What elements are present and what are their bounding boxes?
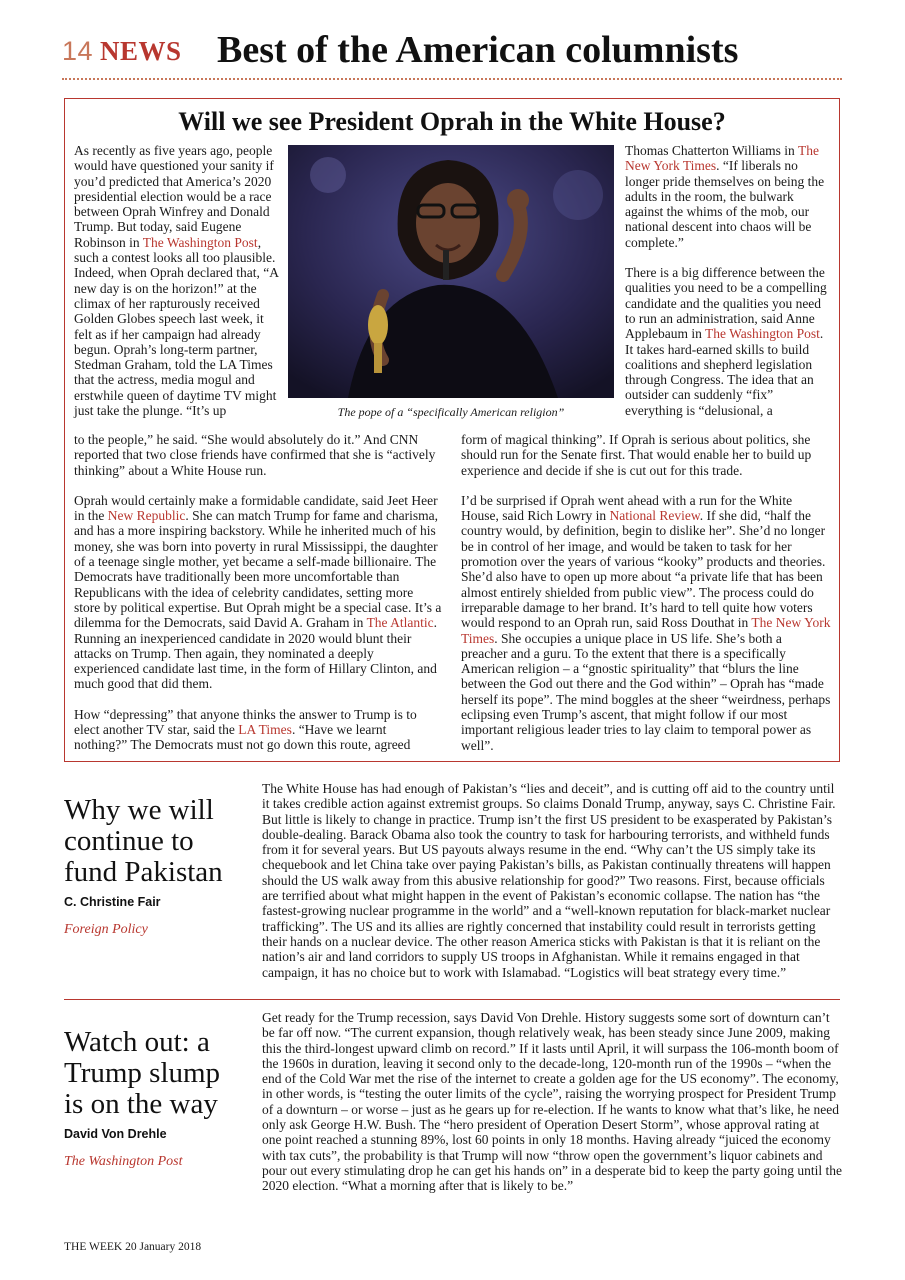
article-paragraph: Oprah would certainly make a formidable candidate, said Jeet Heer in the New Republic. She can match Trump for fame and charisma, and has a more inspiring backstory. While he inherited much of his money, she was born into poverty in rural Mississippi, the daughter of a teenage single mother, yet became a self-made billionaire. The Democrats have traditionally been more uncomfortable than Republicans with the idea of celebrity candidates, setting more store by political expertise. But Oprah might be a special case. It’s a dilemma for the Democrats, said David A. Graham in The Atlantic. Running an inexperienced candidate in 2020 would blunt their attacks on Trump. Then again, they nominated a deeply experienced candidate last time, in the form of Hillary Clinton, and much good that did them. — [74, 492, 442, 692]
article-paragraph: How “depressing” that anyone thinks the answer to Trump is to elect another TV star, said the LA Times. “Have we learnt nothing?” The Democrats must not go down this route, agreed — [74, 706, 417, 753]
source-link[interactable]: New Republic — [107, 508, 186, 524]
main-headline: Will we see President Oprah in the White House? — [178, 107, 726, 136]
section-divider — [64, 999, 840, 1000]
page-number: 14 — [62, 36, 94, 66]
source-link[interactable]: National Review — [609, 508, 700, 524]
pakistan-publication: Foreign Policy — [64, 922, 148, 937]
header-divider — [62, 78, 842, 80]
pakistan-body — [262, 781, 842, 980]
slump-publication: The Washington Post — [64, 1154, 183, 1169]
article-paragraph: form of magical thinking”. If Oprah is serious about politics, she should run for the Senate first. That would enable her to build up experience and decide if she is cut out for this trade. — [461, 432, 812, 478]
source-link[interactable]: The Atlantic — [366, 615, 434, 631]
pakistan-title: Why we will continue to fund Pakistan — [64, 794, 223, 888]
article-paragraph: The White House has had enough of Pakistan’s “lies and deceit”, and is cutting off aid to the country until it takes credible action against extremist groups. So claims Donald Trump, anyway, says C. Christine Fair. But little is likely to change in practice. Trump isn’t the first US president to be exasperated by Pakistan’s double-dealing. Barack Obama also took the country to task for harbouring terrorists, and withheld funds from it for several years. But US payouts always resume in the end. “Why can’t the US simply take its chequebook and let China take over paying Pakistan’s bills, as Pakistan continually threatens will happen should the US walk away from this abusive relationship for good?” Two reasons. First, because officials are terrified about what might happen in the event of Pakistan’s economic collapse. The nation has “the fastest-growing nuclear programme in the world” and a “well-known reputation for black-market nuclear trafficking”. The US and its allies are rightly concerned that instability could result in terrorists getting their hands on a nuclear device. The other reason America sticks with Pakistan is that it is reliant on the nation’s air and land corridors to supply US troops in Afghanistan. While it remains engaged in that campaign, it has no choice but to work with Islamabad. “Logistics will beat strategy every time.” — [262, 781, 836, 980]
article-paragraph: I’d be surprised if Oprah went ahead with a run for the White House, said Rich Lowry in National Review. If she did, “half the country would, by definition, begin to dislike her”. She’d no longer be in control of her image, and would be taken to task for her promotion over the years of various “kooky” products and theories. She’d also have to open up more about “a private life that has been almost entirely shielded from public view”. The process could do irreparable damage to her brand. It’s hard to tell quite how voters would respond to an Oprah run, said Ross Douthat in The New York Times. She occupies a unique place in US life. She’s both a preacher and a guru. To the extent that there is a specifically American religion – a “gnostic spirituality” that “blurs the line between the God out there and the God within” – Oprah has “made herself its pope”. The mind boggles at the sheer “weirdness, perhaps eclipsing even Trump’s ascent, that might follow if our most important religious leader tries to lay claim to temporal power as well”. — [461, 492, 831, 753]
slump-body — [262, 1010, 842, 1194]
source-link[interactable]: The Washington Post — [705, 326, 820, 342]
article-column-1-bottom — [74, 432, 442, 753]
article-paragraph: There is a big difference between the qualities you need to be a compelling candidate and the qualities you need to run an administration, said Anne Applebaum in The Washington Post. It takes hard-earned skills to build coalitions and shepherd legislation through Congress. The idea that an outsider can suddenly “fix” everything is “delusional, a — [625, 265, 827, 418]
source-link[interactable]: The New York Times — [625, 143, 819, 174]
pakistan-author: C. Christine Fair — [64, 895, 161, 909]
article-column-2-top — [625, 143, 830, 418]
article-paragraph: Get ready for the Trump recession, says David Von Drehle. History suggests some sort of downturn can’t be far off now. “The current expansion, though relatively weak, has been steady since June 2009, making this the third-longest upward climb on record.” If it lasts until April, it will surpass the 106-month boom of the 1960s in duration, leaving it second only to the decade-long, 120-month run of the 1990s – “when the end of the Cold War met the rise of the internet to create a golden age for the US economy”. The economy, in other words, is “testing the outer limits of the cycle”, raising the worrying prospect for President Trump of a downturn – or worse – just as he gears up for re-election. If he wants to know what that’s like, he need only ask George H.W. Bush. The “hero president of Operation Desert Storm”, whose approval rating at one point reached a stunning 89%, lost 60 points in only 18 months. Having already “juiced the economy with tax cuts”, the probability is that Trump will now “throw open the government’s liquor cabinets and pour out every stimulating drop he can get his hands on” in a desperate bid to keep the party going until the 2020 election. “What a morning after that is likely to be.” — [262, 1010, 842, 1194]
source-link[interactable]: The Washington Post — [142, 234, 258, 250]
article-paragraph: to the people,” he said. “She would absolutely do it.” And CNN reported that two close friends have confirmed that she is “actively thinking” about a White House run. — [74, 432, 436, 478]
source-link[interactable]: The New York Times — [461, 615, 831, 646]
slump-title: Watch out: a Trump slump is on the way — [64, 1026, 221, 1120]
page-header — [62, 28, 842, 78]
page-title: Best of the American columnists — [217, 29, 739, 71]
photo-caption: The pope of a “specifically American religion” — [337, 405, 565, 419]
slump-author: David Von Drehle — [64, 1127, 167, 1141]
article-column-2-bottom — [461, 432, 831, 753]
section-label: NEWS — [100, 36, 182, 66]
oprah-photo-illustration — [288, 145, 614, 398]
article-paragraph: Thomas Chatterton Williams in The New York Times. “If liberals no longer pride themselves on being the adults in the room, the bulwark against the whims of the mob, our national descent into chaos will be complete.” — [625, 143, 825, 250]
oprah-photo — [288, 145, 614, 398]
page-footer: THE WEEK 20 January 2018 — [64, 1241, 202, 1253]
source-link[interactable]: LA Times — [238, 722, 292, 738]
article-column-1-top — [74, 143, 282, 418]
article-paragraph: As recently as five years ago, people would have questioned your sanity if you’d predicted that America’s 2020 presidential election would be a race between Oprah Winfrey and Donald Trump. But today, said Eugene Robinson in The Washington Post, such a contest looks all too plausible. Indeed, when Oprah declared that, “A new day is on the horizon!” at the climax of her rapturously received Golden Globes speech last week, it felt as if her campaign had already begun. Oprah’s long-term partner, Stedman Graham, told the LA Times that the actress, media mogul and erstwhile queen of daytime TV might just take the plunge. “It’s up — [74, 143, 279, 419]
